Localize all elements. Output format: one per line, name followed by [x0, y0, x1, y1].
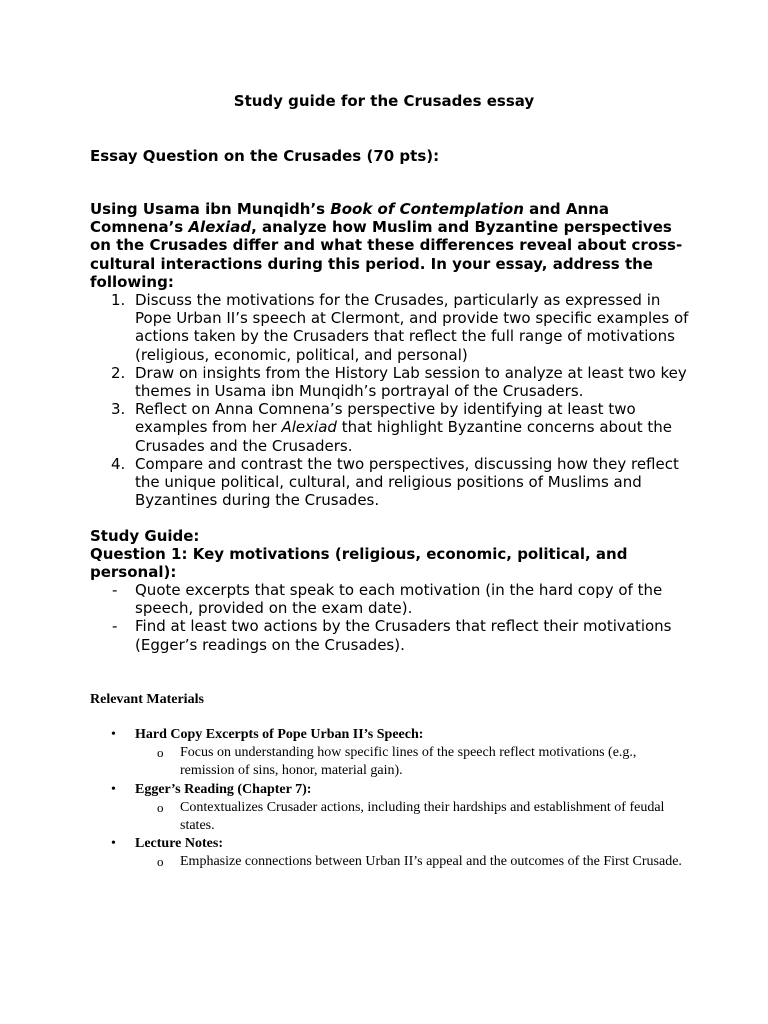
item-text: Find at least two actions by the Crusaders that reflect their motivations (Egger’s readings on the Crusades). — [135, 617, 672, 654]
circle-bullet-icon: o — [157, 745, 164, 761]
essay-question-heading: Essay Question on the Crusades (70 pts): — [90, 147, 440, 165]
question1-list — [90, 581, 690, 654]
study-guide-heading: Study Guide: — [90, 527, 200, 545]
bullet-icon: • — [111, 781, 116, 797]
essay-prompt — [90, 200, 690, 291]
sub-list — [135, 799, 690, 835]
sub-item-text: Focus on understanding how specific lines of the speech reflect motivations (e.g., remission of sins, honor, material gain). — [180, 745, 637, 779]
list-item — [90, 400, 690, 455]
item-text: Compare and contrast the two perspectives, discussing how they reflect the unique political, cultural, and religious positions of Muslims and Byzantines during the Crusades. — [135, 454, 679, 510]
sub-list-item — [135, 853, 690, 871]
item-text-after: that highlight Byzantine concerns about the Crusades and the Crusaders. — [135, 418, 672, 455]
essay-question-list — [90, 291, 690, 509]
list-item — [90, 364, 690, 400]
dash-marker: - — [112, 581, 118, 599]
sub-item-text: Contextualizes Crusader actions, including their hardships and establishment of feudal states. — [180, 799, 665, 834]
list-item — [90, 291, 690, 364]
bullet-icon: • — [111, 727, 116, 742]
material-label: Lecture Notes: — [135, 836, 223, 852]
item-number: 2. — [111, 363, 126, 382]
material-label: Egger’s Reading (Chapter 7): — [135, 781, 312, 797]
item-number: 3. — [111, 400, 126, 419]
circle-bullet-icon: o — [157, 799, 164, 815]
item-book-title: Alexiad — [281, 418, 337, 437]
sub-list — [135, 853, 690, 871]
prompt-text-2: and Anna Comnena’s — [90, 200, 609, 237]
circle-bullet-icon: o — [157, 854, 164, 870]
item-number: 4. — [111, 454, 126, 473]
item-number: 1. — [111, 291, 126, 309]
materials-heading: Relevant Materials — [90, 692, 204, 707]
list-item — [90, 455, 690, 510]
item-text — [135, 400, 672, 454]
materials-list — [90, 726, 690, 872]
prompt-book-title-2: Alexiad — [188, 218, 252, 237]
item-text: Discuss the motivations for the Crusades, particularly as expressed in Pope Urban II’s speech at Clermont, and provide two specific examples of actions taken by the Crusaders that reflect the full range of motivations (religious, economic, political, and personal) — [135, 291, 689, 364]
list-item — [90, 617, 690, 653]
list-item — [90, 835, 690, 871]
item-text: Quote excerpts that speak to each motivation (in the hard copy of the speech, provided on the exam date). — [135, 581, 663, 618]
sub-item-text: Emphasize connections between Urban II’s appeal and the outcomes of the First Crusade. — [180, 854, 682, 870]
list-item — [90, 726, 690, 781]
list-item — [90, 581, 690, 617]
item-text-before: Reflect on Anna Comnena’s perspective by identifying at least two examples from her — [135, 400, 636, 437]
material-label: Hard Copy Excerpts of Pope Urban II’s Speech: — [135, 727, 424, 742]
question1-heading: Question 1: Key motivations (religious, economic, political, and personal): — [90, 545, 628, 582]
sub-list-item — [135, 744, 690, 780]
list-item — [90, 781, 690, 836]
dash-marker: - — [112, 617, 118, 636]
sub-list — [135, 744, 690, 780]
sub-list-item — [135, 799, 690, 835]
prompt-book-title-1: Book of Contemplation — [330, 200, 524, 218]
bullet-icon: • — [111, 836, 116, 852]
item-text: Draw on insights from the History Lab session to analyze at least two key themes in Usama ibn Munqidh’s portrayal of the Crusaders. — [135, 363, 687, 401]
prompt-text-1: Using Usama ibn Munqidh’s — [90, 200, 331, 218]
page-title: Study guide for the Crusades essay — [233, 92, 535, 110]
prompt-text-3: , analyze how Muslim and Byzantine perspectives on the Crusades differ and what these differences reveal about cross-cultural interactions during this period. In your essay, address the following: — [90, 218, 683, 291]
